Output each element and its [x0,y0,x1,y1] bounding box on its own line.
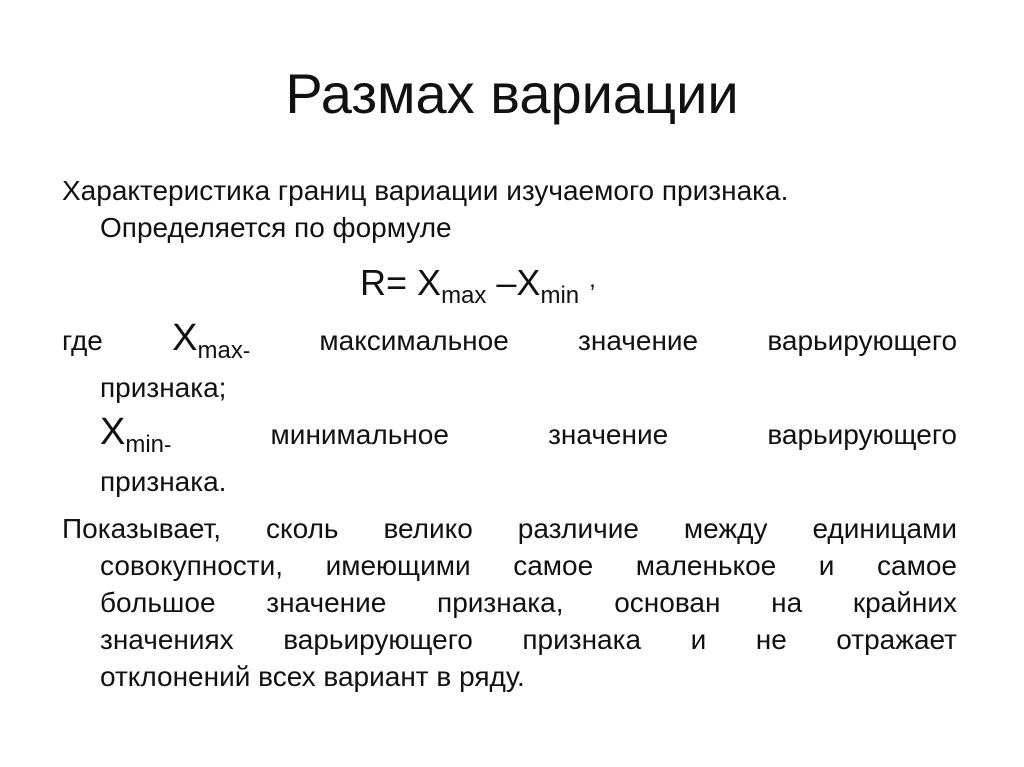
intro-paragraph [62,172,957,246]
summary-paragraph [62,510,957,695]
max-definition [62,318,957,405]
min-definition [100,412,957,499]
min-definition-line-1 [100,412,957,465]
max-definition-line-2: признака; [100,372,227,403]
max-description: максимальное значение варьирующего [319,325,958,356]
max-x: X [172,317,198,359]
where-prefix: где [62,325,103,356]
min-description: минимальное значение варьирующего [270,419,957,450]
formula-comma: , [589,266,596,293]
intro-line-2: Определяется по формуле [100,212,452,243]
formula-x-max: X [417,262,442,303]
min-dash: - [164,432,172,457]
summary-line-1: Показывает, сколь велико различие между единицами [62,513,957,544]
max-definition-line-1 [62,318,957,371]
min-definition-line-2: признака. [100,466,227,497]
formula-sub-max: max [441,282,487,309]
max-dash: - [242,338,251,363]
range-formula [360,258,596,318]
summary-line-5: отклонений всех вариант в ряду. [100,661,525,692]
summary-line-2: совокупности, имеющими самое маленькое и самое [100,550,957,581]
max-sub: max [197,337,243,364]
summary-line-3: большое значение признака, основан на крайних [100,587,957,618]
formula-lhs: R= [360,262,408,303]
formula-sub-min: min [540,282,580,309]
min-sub: min [125,431,165,458]
summary-line-4: значениях варьирующего признака и не отражает [100,624,957,655]
slide-title: Размах вариации [285,62,739,125]
min-x: X [100,411,126,453]
intro-line-1: Характеристика границ вариации изучаемого признака. [62,175,789,206]
formula-minus-x: –X [486,262,541,303]
